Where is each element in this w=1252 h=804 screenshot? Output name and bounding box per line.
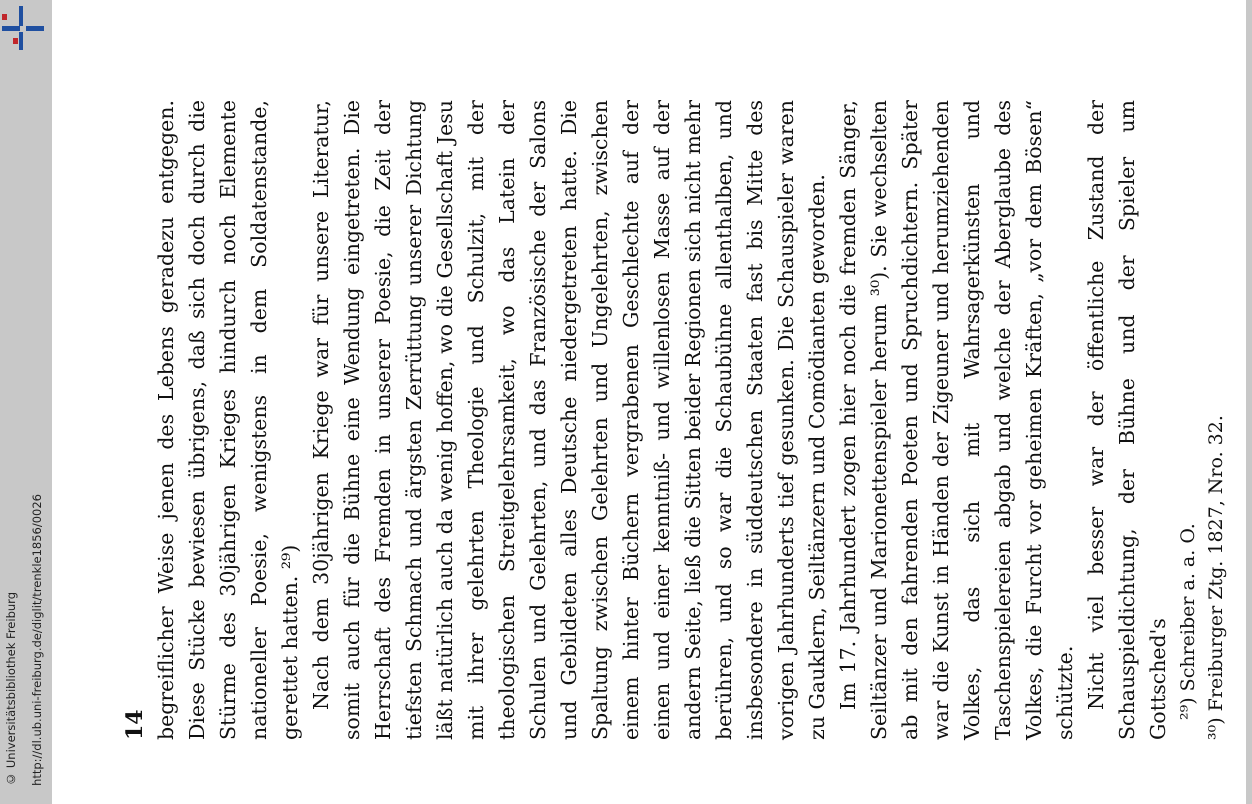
library-logo-icon xyxy=(2,4,46,52)
footnote-30: ³⁰) Freiburger Ztg. 1827, Nro. 32. xyxy=(1205,415,1227,740)
paragraph-1: begreiflicher Weise jenen des Lebens geradezu entgegen. Diese Stücke bewiesen übrigens, daß sich doch durch die Stürme des 30jährigen Krieges hindurch noch Elemente nationeller Poesie, wenigstens in dem Soldatenstande, gerettet hatten. ²⁹) xyxy=(154,100,302,740)
paragraph-2: Nach dem 30jährigen Kriege war für unsere Literatur, somit auch für die Bühne eine Wendung eingetreten. Die Herrschaft des Fremden in unserer Poesie, die Zeit der tiefsten Schmach und ärgsten Zerrüttung unserer Dichtung läßt natürlich auch da wenig hoffen, wo die Gesellschaft Jesu mit ihrer gelehrten Theologie und Schulzit, mit der theologischen Streitgelehrsamkeit, wo das Latein der Schulen und Gelehrten, und das Französische der Salons und Gebildeten alles Deutsche niedergetreten hatte. Die Spaltung zwischen Gelehrten und Ungelehrten, zwischen einem hinter Büchern vergrabenen Geschlechte auf der einen und einer kenntniß- und willenlosen Masse auf der andern Seite, ließ die Sitten beider Regionen sich nicht mehr berühren, und so war die Schaubühne allenthalben, und insbesondere in süddeutschen Staaten fast bis Mitte des vorigen Jahrhunderts tief gesunken. Die Schauspieler waren zu Gauklern, Seiltänzern und Comödianten geworden. xyxy=(309,100,829,740)
page-number: 14 xyxy=(122,709,148,740)
viewer-sidebar xyxy=(0,0,52,804)
footnote-29: ²⁹) Schreiber a. a. O. xyxy=(1177,523,1199,720)
copyright-notice: © Universitätsbibliothek Freiburg xyxy=(4,592,18,786)
paragraph-4: Nicht viel besser war der öffentliche Zustand der Schauspieldichtung, der Bühne und der Spieler um Gottsched's xyxy=(1084,100,1170,740)
right-edge-bar xyxy=(1246,0,1252,804)
permalink-url[interactable]: http://dl.ub.uni-freiburg.de/diglit/trenkle1856/0026 xyxy=(30,494,44,786)
paragraph-3: Im 17. Jahrhundert zogen hier noch die fremden Sänger, Seiltänzer und Marionettenspieler herum ³⁰). Sie wechselten ab mit den fahrenden Poeten und Spruchdichtern. Später war die Kunst in Händen der Zigeuner und herumziehenden Volkes, das sich mit Wahrsagerkünsten und Taschenspielereien abgab und welche der Aberglaube des Volkes, die Furcht vor geheimen Kräften, „vor dem Bösen“ schützte. xyxy=(836,100,1077,740)
book-page xyxy=(120,100,1227,740)
footnotes xyxy=(1174,100,1230,740)
